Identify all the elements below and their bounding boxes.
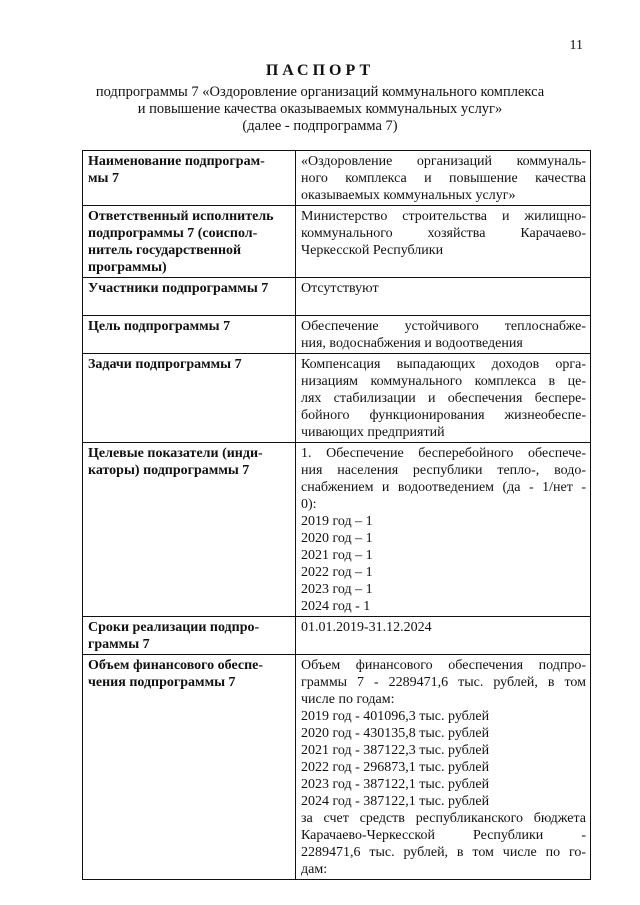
value-line: ния, водоснабжения и водоотведения xyxy=(301,336,523,351)
value-line: снабжением и водоотведением (да - 1/нет - xyxy=(301,480,586,495)
label-line: Цель подпрограммы 7 xyxy=(88,319,231,334)
row-label xyxy=(83,354,296,443)
value-line: низациям коммунального комплекса в це- xyxy=(301,374,586,389)
value-line: 2019 год - 401096,3 тыс. рублей xyxy=(301,709,490,724)
value-line: 2289471,6 тыс. рублей, в том числе по го- xyxy=(301,845,586,860)
value-line: дам: xyxy=(301,862,328,877)
page-number: 11 xyxy=(569,38,583,53)
value-line: лях стабилизации и обеспечения беспере- xyxy=(301,391,586,406)
value-line: Обеспечение устойчивого теплоснабже- xyxy=(301,319,586,334)
value-line: 2024 год - 387122,1 тыс. рублей xyxy=(301,794,490,809)
table-row xyxy=(83,354,591,443)
label-line: Ответственный исполнитель xyxy=(88,209,274,224)
value-line: 2023 год - 387122,1 тыс. рублей xyxy=(301,777,490,792)
value-line: за счет средств республиканского бюджета xyxy=(301,811,586,826)
value-line: чивающих предприятий xyxy=(301,425,445,440)
label-line: Участники подпрограммы 7 xyxy=(88,281,269,296)
row-value xyxy=(296,655,591,880)
row-value xyxy=(296,617,591,655)
table-row xyxy=(83,443,591,617)
row-label xyxy=(83,617,296,655)
value-line: коммунального хозяйства Карачаево- xyxy=(301,226,586,241)
value-line: 2020 год - 430135,8 тыс. рублей xyxy=(301,726,490,741)
value-line: Объем финансового обеспечения подпро- xyxy=(301,658,586,673)
row-label xyxy=(83,316,296,354)
value-line: 2022 год - 296873,1 тыс. рублей xyxy=(301,760,490,775)
label-line: чения подпрограммы 7 xyxy=(88,675,236,690)
value-line: 1. Обеспечение бесперебойного обеспече- xyxy=(301,446,586,461)
value-line: 2020 год – 1 xyxy=(301,531,373,546)
table-row xyxy=(83,206,591,278)
row-value xyxy=(296,443,591,617)
value-line: 01.01.2019-31.12.2024 xyxy=(301,620,432,635)
table-row xyxy=(83,655,591,880)
value-line: 2022 год – 1 xyxy=(301,565,373,580)
label-line: мы 7 xyxy=(88,171,119,186)
row-label xyxy=(83,443,296,617)
value-line: 2021 год – 1 xyxy=(301,548,373,563)
row-label xyxy=(83,151,296,206)
table-row xyxy=(83,617,591,655)
value-line: 2021 год - 387122,3 тыс. рублей xyxy=(301,743,490,758)
row-value xyxy=(296,206,591,278)
subtitle-line: и повышение качества оказываемых коммунальных услуг» xyxy=(137,101,503,117)
value-line: граммы 7 - 2289471,6 тыс. рублей, в том xyxy=(301,675,586,690)
table-row xyxy=(83,278,591,316)
row-label xyxy=(83,206,296,278)
row-value xyxy=(296,354,591,443)
passport-table xyxy=(82,150,591,880)
value-line: 2024 год - 1 xyxy=(301,599,371,614)
row-label xyxy=(83,655,296,880)
subtitle-line: подпрограммы 7 «Оздоровление организаций коммунального комплекса xyxy=(95,84,545,100)
row-label xyxy=(83,278,296,316)
table-row xyxy=(83,316,591,354)
value-line: 2023 год – 1 xyxy=(301,582,373,597)
value-line: числе по годам: xyxy=(301,692,395,707)
label-line: подпрограммы 7 (соиспол- xyxy=(88,226,258,241)
value-line: 2019 год – 1 xyxy=(301,514,373,529)
value-line: Компенсация выпадающих доходов орга- xyxy=(301,357,586,372)
value-line: ния населения республики тепло-, водо- xyxy=(301,463,586,478)
value-line: бойного функционирования жизнеобеспе- xyxy=(301,408,586,423)
label-line: граммы 7 xyxy=(88,637,150,652)
label-line: Задачи подпрограммы 7 xyxy=(88,357,242,372)
value-line: «Оздоровление организаций коммуналь- xyxy=(301,154,586,169)
document-title: ПАСПОРТ xyxy=(265,62,375,79)
label-line: Сроки реализации подпро- xyxy=(88,620,260,635)
label-line: программы) xyxy=(88,260,167,275)
value-line: Черкесской Республики xyxy=(301,243,444,258)
value-line: 0): xyxy=(301,497,317,512)
value-line: оказываемых коммунальных услуг» xyxy=(301,188,516,203)
document-subtitle xyxy=(0,84,640,135)
row-value xyxy=(296,278,591,316)
label-line: Наименование подпрограм- xyxy=(88,154,265,169)
value-line: ного комплекса и повышение качества xyxy=(301,171,586,186)
value-line: Отсутствуют xyxy=(301,281,379,296)
value-line: Министерство строительства и жилищно- xyxy=(301,209,586,224)
row-value xyxy=(296,151,591,206)
label-line: Объем финансового обеспе- xyxy=(88,658,264,673)
subtitle-line: (далее - подпрограмма 7) xyxy=(242,118,398,134)
table-row xyxy=(83,151,591,206)
label-line: Целевые показатели (инди- xyxy=(88,446,263,461)
row-value xyxy=(296,316,591,354)
value-line: Карачаево-Черкесской Республики - xyxy=(301,828,586,843)
label-line: каторы) подпрограммы 7 xyxy=(88,463,250,478)
label-line: нитель государственной xyxy=(88,243,242,258)
